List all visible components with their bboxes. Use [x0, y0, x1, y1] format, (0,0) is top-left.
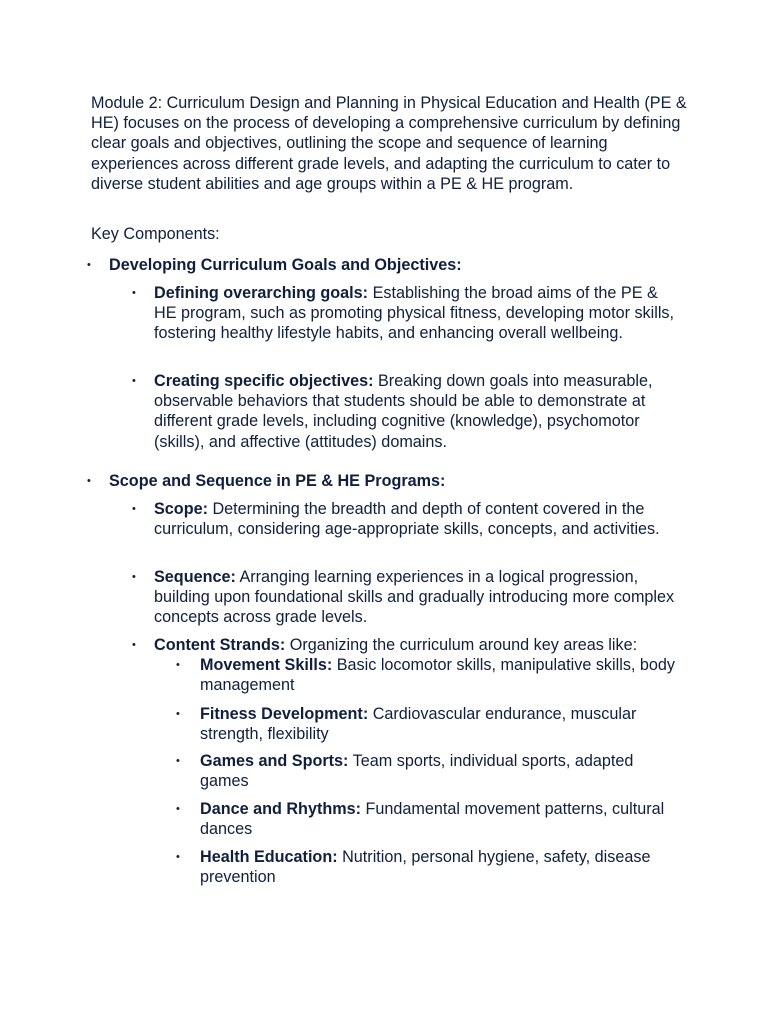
intro-paragraph: Module 2: Curriculum Design and Planning in Physical Education and Health (PE & HE) focuses on the process of developing a comprehensive curriculum by defining clear goals and objectives, outlining the scope and sequence of learning experiences across different grade levels, and adapting the curriculum to cater to diverse student abilities and age groups within a PE & HE program. [91, 94, 687, 193]
item-text: Establishing the broad aims of the PE & HE program, such as promoting physical fitness, developing motor skills, fostering healthy lifestyle habits, and enhancing overall wellbeing. [154, 284, 675, 343]
item-term: Movement Skills: [200, 656, 333, 674]
list-item-sequence [132, 567, 684, 628]
item-text: Basic locomotor skills, manipulative skills, body management [200, 656, 676, 695]
item-text: Nutrition, personal hygiene, safety, disease prevention [200, 848, 651, 887]
bullet-icon: • [87, 475, 91, 487]
list-item-dance-rhythms [176, 799, 680, 839]
section-heading-goals [87, 255, 689, 275]
list-item-health-education [176, 847, 680, 887]
section-heading-scope-sequence [87, 471, 689, 491]
list-item-fitness-development [176, 704, 680, 744]
bullet-icon: • [176, 708, 180, 720]
bullet-icon: • [132, 639, 136, 651]
bullet-icon: • [176, 659, 180, 671]
list-item-overarching-goals [132, 283, 684, 344]
item-term: Creating specific objectives: [154, 372, 374, 390]
item-term: Sequence: [154, 568, 236, 586]
bullet-icon: • [176, 755, 180, 767]
item-text: Cardiovascular endurance, muscular strength, flexibility [200, 705, 637, 744]
list-item-scope [132, 499, 684, 539]
item-text: Arranging learning experiences in a logical progression, building upon foundational skills and gradually introducing more complex concepts across grade levels. [154, 568, 675, 627]
item-term: Content Strands: [154, 636, 286, 654]
item-term: Defining overarching goals: [154, 284, 369, 302]
item-text: Organizing the curriculum around key areas like: [285, 636, 638, 654]
item-text: Team sports, individual sports, adapted games [200, 752, 634, 791]
item-text: Fundamental movement patterns, cultural dances [200, 800, 665, 839]
bullet-icon: • [87, 259, 91, 271]
item-text: Breaking down goals into measurable, observable behaviors that students should be able to demonstrate at different grade levels, including cognitive (knowledge), psychomotor (skills), and affective (attitudes) domains. [154, 372, 653, 451]
section-heading-text: Scope and Sequence in PE & HE Programs: [109, 472, 446, 490]
item-term: Fitness Development: [200, 705, 369, 723]
item-term: Scope: [154, 500, 208, 518]
list-item-content-strands [132, 635, 684, 655]
item-term: Games and Sports: [200, 752, 349, 770]
item-term: Health Education: [200, 848, 338, 866]
section-heading-text: Developing Curriculum Goals and Objectives: [109, 256, 462, 274]
list-item-movement-skills [176, 655, 680, 695]
item-text: Determining the breadth and depth of content covered in the curriculum, considering age-appropriate skills, concepts, and activities. [154, 500, 660, 539]
list-item-games-sports [176, 751, 680, 791]
bullet-icon: • [176, 803, 180, 815]
bullet-icon: • [132, 287, 136, 299]
bullet-icon: • [132, 571, 136, 583]
bullet-icon: • [132, 375, 136, 387]
key-components-label: Key Components: [91, 225, 220, 243]
bullet-icon: • [132, 503, 136, 515]
item-term: Dance and Rhythms: [200, 800, 362, 818]
bullet-icon: • [176, 851, 180, 863]
list-item-specific-objectives [132, 371, 684, 452]
